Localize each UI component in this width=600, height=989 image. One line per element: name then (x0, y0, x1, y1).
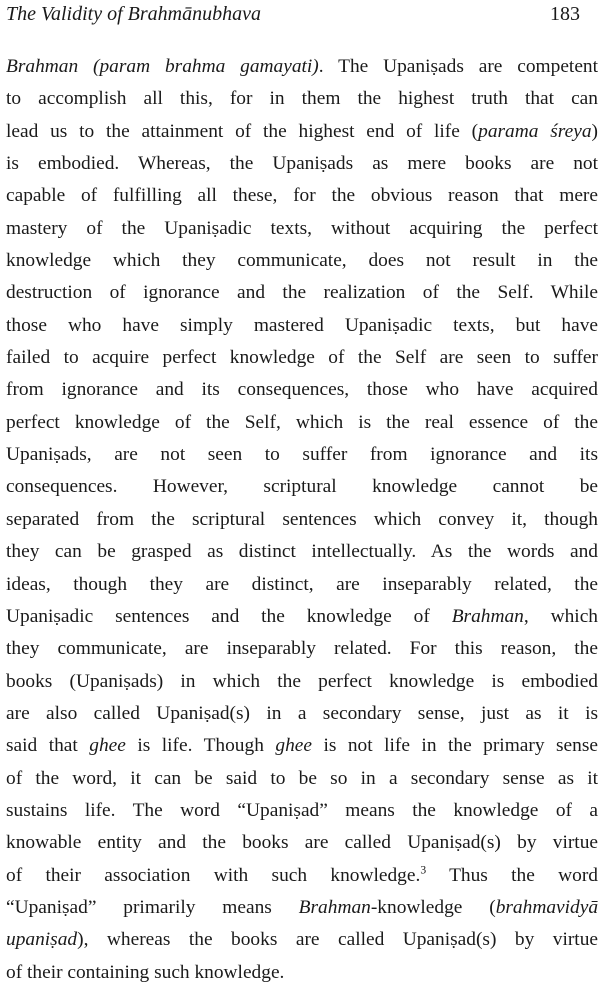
text-run: ), whereas the books are called Upaniṣad(s) by virtue (77, 929, 598, 951)
text-run: they communicate, are inseparably related. For this reason, the (6, 638, 598, 660)
text-line (6, 892, 598, 924)
text-run: , which (523, 605, 599, 627)
text-line (6, 148, 598, 180)
text-run: said that (6, 735, 90, 757)
text-line (6, 310, 598, 342)
text-run: ideas, though they are distinct, are inseparably related, the (6, 573, 598, 595)
italic-term: ghee (89, 735, 126, 757)
text-run: of their containing such knowledge. (6, 961, 285, 983)
text-line (6, 795, 598, 827)
italic-term: ghee (275, 735, 312, 757)
text-line (6, 180, 598, 212)
text-line (6, 374, 598, 406)
text-run: Upaniṣadic sentences and the knowledge of (6, 605, 452, 627)
text-line (6, 407, 598, 439)
text-run: capable of fulfilling all these, for the obvious reason that mere (6, 185, 598, 207)
text-line (6, 730, 598, 762)
text-line (6, 342, 598, 374)
text-run: to accomplish all this, for in them the highest truth that can (6, 88, 598, 110)
text-run: Upaniṣads, are not seen to suffer from ignorance and its (6, 444, 598, 466)
text-run: knowledge which they communicate, does not result in the (6, 250, 598, 272)
text-run: sustains life. The word “Upaniṣad” means the knowledge of a (6, 799, 598, 821)
text-line (6, 860, 598, 892)
text-run: from ignorance and its consequences, those who have acquired (6, 379, 598, 401)
text-run: perfect knowledge of the Self, which is the real essence of the (6, 411, 598, 433)
text-line (6, 504, 598, 536)
text-run: separated from the scriptural sentences which convey it, though (6, 508, 598, 530)
text-line (6, 827, 598, 859)
text-line (6, 213, 598, 245)
text-line (6, 957, 598, 989)
text-line (6, 83, 598, 115)
text-run: . The Upaniṣads are competent (318, 56, 599, 77)
text-run: mastery of the Upaniṣadic texts, without acquiring the perfect (6, 217, 598, 239)
italic-term: upaniṣad (6, 929, 78, 951)
text-line (6, 116, 598, 148)
text-run: of the word, it can be said to be so in a secondary sense as it (6, 767, 598, 789)
running-header (6, 3, 580, 29)
body-paragraph (6, 51, 598, 989)
text-line (6, 245, 598, 277)
text-run: they can be grasped as distinct intellectually. As the words and (6, 541, 598, 563)
text-line (6, 277, 598, 309)
text-line (6, 633, 598, 665)
page-number: 183 (550, 3, 580, 25)
text-line (6, 698, 598, 730)
text-run: is life. Though (125, 735, 276, 757)
italic-term: Brahman (451, 605, 524, 627)
italic-term: brahmavidyā (495, 896, 599, 918)
text-line (6, 924, 598, 956)
text-run: failed to acquire perfect knowledge of the Self are seen to suffer (6, 347, 598, 369)
text-run: is embodied. Whereas, the Upaniṣads as mere books are not (6, 153, 598, 175)
text-line (6, 439, 598, 471)
text-run: are also called Upaniṣad(s) in a secondary sense, just as it is (6, 702, 598, 724)
text-run: of their association with such knowledge. (6, 864, 421, 886)
italic-term: Brahman (298, 896, 371, 918)
text-line (6, 569, 598, 601)
chapter-title: The Validity of Brahmānubhava (6, 3, 261, 25)
text-run: consequences. However, scriptural knowledge cannot be (6, 476, 598, 498)
text-line (6, 51, 598, 83)
text-run: Thus the word (426, 864, 599, 886)
footnote-marker: 3 (420, 863, 427, 877)
text-run: destruction of ignorance and the realization of the Self. While (6, 282, 598, 304)
text-run: ) (591, 120, 598, 142)
italic-term: parama śreya (478, 120, 592, 142)
text-run: “Upaniṣad” primarily means (6, 896, 299, 918)
text-run: is not life in the primary sense (311, 735, 599, 757)
text-run: lead us to the attainment of the highest end of life ( (6, 120, 479, 142)
italic-term: Brahman (param brahma gamayati) (6, 56, 319, 77)
text-line (6, 601, 598, 633)
text-line (6, 471, 598, 503)
text-run: -knowledge ( (370, 896, 496, 918)
text-line (6, 763, 598, 795)
text-run: those who have simply mastered Upaniṣadic texts, but have (6, 314, 598, 336)
text-line (6, 666, 598, 698)
text-run: books (Upaniṣads) in which the perfect knowledge is embodied (6, 670, 598, 692)
text-line (6, 536, 598, 568)
text-run: knowable entity and the books are called Upaniṣad(s) by virtue (6, 832, 598, 854)
